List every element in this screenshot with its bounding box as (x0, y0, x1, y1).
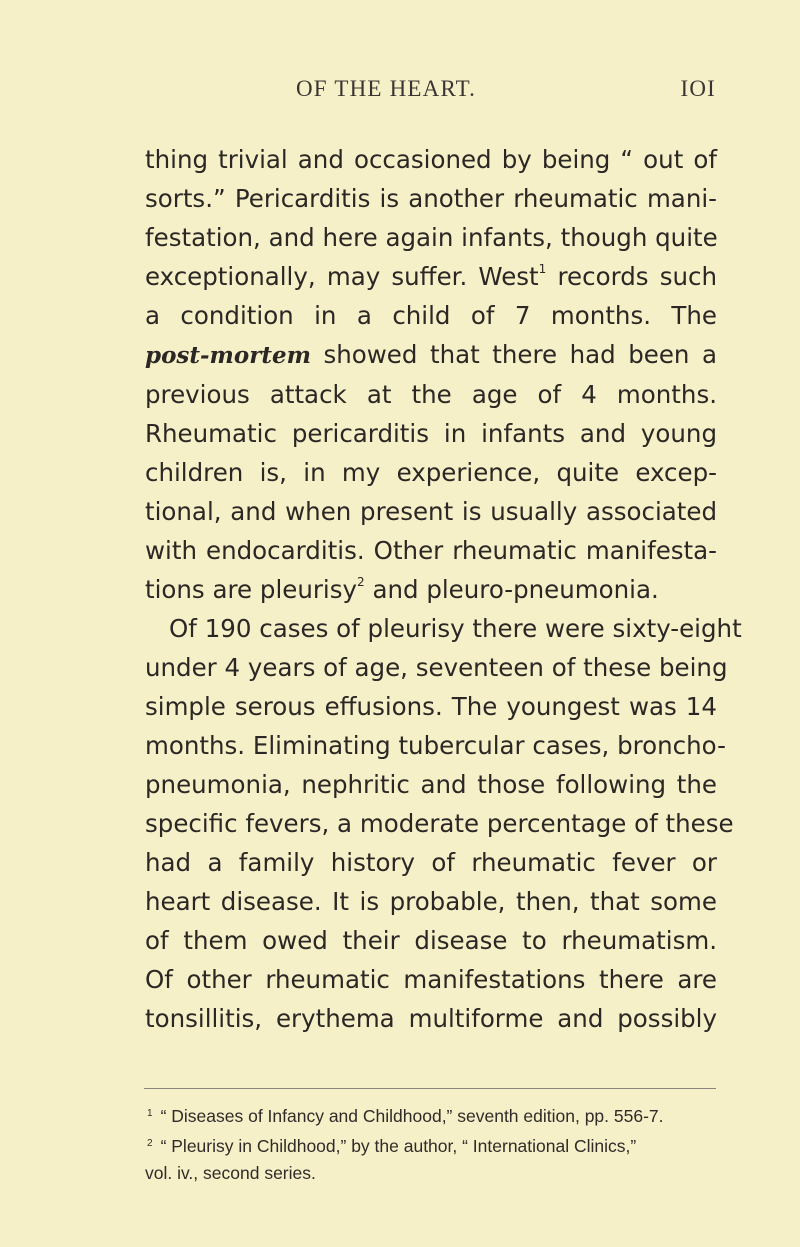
text-line: tions are pleurisy$^2$ and pleuro-pneumonia. (145, 575, 659, 604)
text-line: heart disease. It is probable, then, that some (145, 887, 717, 916)
text-line: exceptionally, may suffer. West$^1$ records such (145, 262, 717, 291)
text-line: simple serous effusions. The youngest was 14 (145, 692, 717, 721)
text-line: post-mortem showed that there had been a (145, 340, 717, 369)
text-line: thing trivial and occasioned by being “ out of (145, 145, 717, 174)
text-line: pneumonia, nephritic and those following the (145, 770, 717, 799)
text-line: months. Eliminating tubercular cases, broncho- (145, 731, 726, 760)
text-line: tional, and when present is usually associated (145, 497, 717, 526)
footnote-mark: 2 (147, 1138, 153, 1149)
text-line: festation, and here again infants, though quite (145, 223, 718, 252)
text-line: tonsillitis, erythema multiforme and possibly (145, 1004, 717, 1033)
text-line: Of 190 cases of pleurisy there were sixty-eight (169, 614, 742, 643)
text-line: a condition in a child of 7 months. The (145, 301, 717, 330)
text-line: of them owed their disease to rheumatism. (145, 926, 717, 955)
text-line: sorts.” Pericarditis is another rheumatic mani- (145, 184, 717, 213)
footnotes (145, 1100, 717, 1187)
footnote-rule (144, 1088, 716, 1089)
footnote-2-continuation: vol. iv., second series. (145, 1163, 316, 1183)
footnote-ref-2: 2 (357, 575, 365, 589)
text-line: Rheumatic pericarditis in infants and young (145, 419, 717, 448)
text-line: children is, in my experience, quite excep- (145, 458, 717, 487)
text-line: specific fevers, a moderate percentage of these (145, 809, 734, 838)
text-line: had a family history of rheumatic fever or (145, 848, 717, 877)
page-number: IOI (680, 76, 716, 101)
footnote-ref-1: 1 (538, 262, 547, 276)
text-line: under 4 years of age, seventeen of these being (145, 653, 728, 682)
text-line: Of other rheumatic manifestations there are (145, 965, 717, 994)
text-line: with endocarditis. Other rheumatic manifesta- (145, 536, 717, 565)
italic-term: post-mortem (145, 342, 311, 369)
footnote-2: $^2$ “ Pleurisy in Childhood,” by the author, “ International Clinics,” (147, 1136, 637, 1156)
running-head-title: OF THE HEART. (296, 76, 477, 101)
text-line: previous attack at the age of 4 months. (145, 380, 717, 409)
footnote-mark: 1 (147, 1108, 153, 1119)
footnote-1: $^1$ “ Diseases of Infancy and Childhood,” seventh edition, pp. 556-7. (147, 1106, 664, 1126)
body-text (145, 140, 742, 1038)
